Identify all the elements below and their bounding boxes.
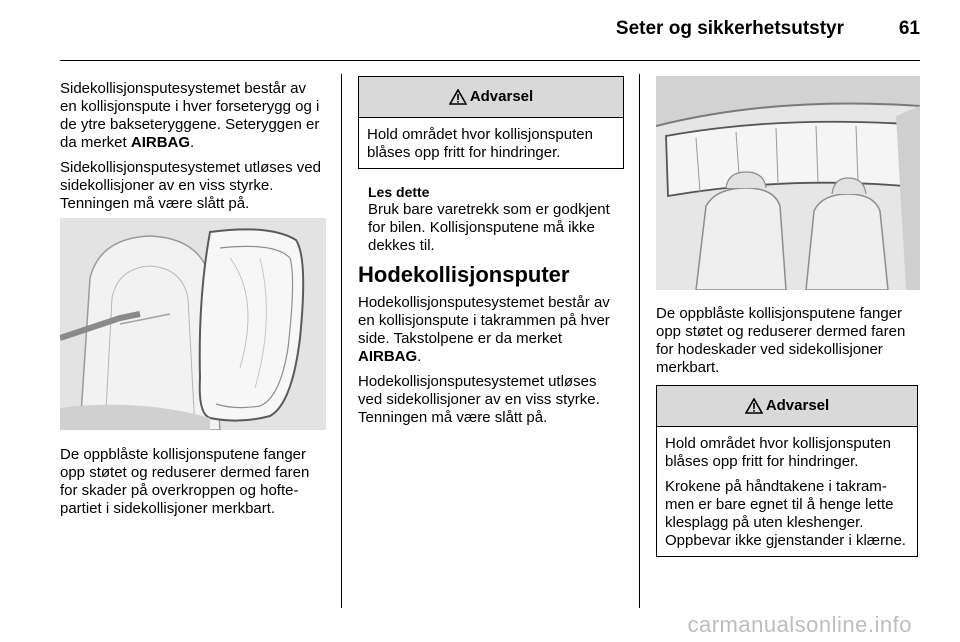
warning-text: Hold området hvor kollisjonsputen blåses opp fritt for hindringer. xyxy=(367,126,593,161)
warning-header xyxy=(359,77,623,118)
column-divider-2 xyxy=(639,74,640,608)
airbag-label: AIRBAG xyxy=(130,134,191,151)
warning-text-1: Hold området hvor kollisjonsputen blåses opp fritt for hindringer. xyxy=(665,435,891,470)
paragraph-side-airbag-trigger: Sidekollisjonsputesystemet utløses ved sidekollisjoner av en viss styrke. Tenningen må være slått på. xyxy=(60,159,321,212)
page-header xyxy=(60,0,920,61)
column-1-lower xyxy=(60,446,326,525)
warning-header-2 xyxy=(657,386,917,427)
paragraph-head-airbag-effect: De oppblåste kollisjonsputene fanger opp støtet og reduserer dermed faren for hodeskader ved sidekollisjoner merkbart. xyxy=(656,305,906,376)
section-heading-head-airbags: Hodekollisjonsputer xyxy=(358,262,570,287)
warning-triangle-icon xyxy=(449,89,467,105)
column-1 xyxy=(60,80,326,220)
warning-body-2 xyxy=(657,427,917,556)
warning-box-2 xyxy=(656,385,918,557)
airbag-label-2: AIRBAG xyxy=(358,348,418,365)
warning-box-1 xyxy=(358,76,624,169)
warning-triangle-icon xyxy=(745,398,763,414)
page-number: 61 xyxy=(898,18,920,39)
column-2 xyxy=(358,76,624,434)
section-title: Seter og sikkerhetsutstyr xyxy=(615,18,844,39)
note-title: Les dette xyxy=(368,184,430,200)
warning-title: Advarsel xyxy=(469,88,534,105)
paragraph-head-airbag-trigger: Hodekollisjonsputesystemet utløses ved sidekollisjoner av en viss styrke. Tenningen må være slått på. xyxy=(358,373,600,426)
column-divider-1 xyxy=(341,74,342,608)
watermark: carmanualsonline.info xyxy=(687,612,912,637)
warning-text-2: Krokene på håndtakene i takrammen er bare egnet til å henge lette klesplagg på uten kleshenger. Oppbevar ikke gjenstander i klærne. xyxy=(665,478,906,549)
seat-airbag-illustration xyxy=(60,218,326,430)
warning-body xyxy=(359,118,623,168)
paragraph-side-airbag-system: Sidekollisjonsputesystemet består av en kollisjonspute i hver forseterygg og i de ytre bakseteryggene. Seteryggen er da merket AIRBAG. xyxy=(60,80,320,151)
head-airbag-illustration xyxy=(656,76,920,290)
note-text: Bruk bare varetrekk som er godkjent for bilen. Kollisjonsputene må ikke dekkes til. xyxy=(368,201,610,254)
note-block xyxy=(358,169,624,255)
warning-title-2: Advarsel xyxy=(765,397,830,414)
paragraph-head-airbag-system: Hodekollisjonsputesystemet består av en kollisjonspute i takrammen på hver side. Takstolpene er da merket AIRBAG. xyxy=(358,294,610,365)
paragraph-side-airbag-effect: De oppblåste kollisjonsputene fanger opp støtet og reduserer dermed faren for skader på overkroppen og hoftepartiet i sidekollisjoner merkbart. xyxy=(60,446,310,517)
column-3 xyxy=(656,305,920,557)
